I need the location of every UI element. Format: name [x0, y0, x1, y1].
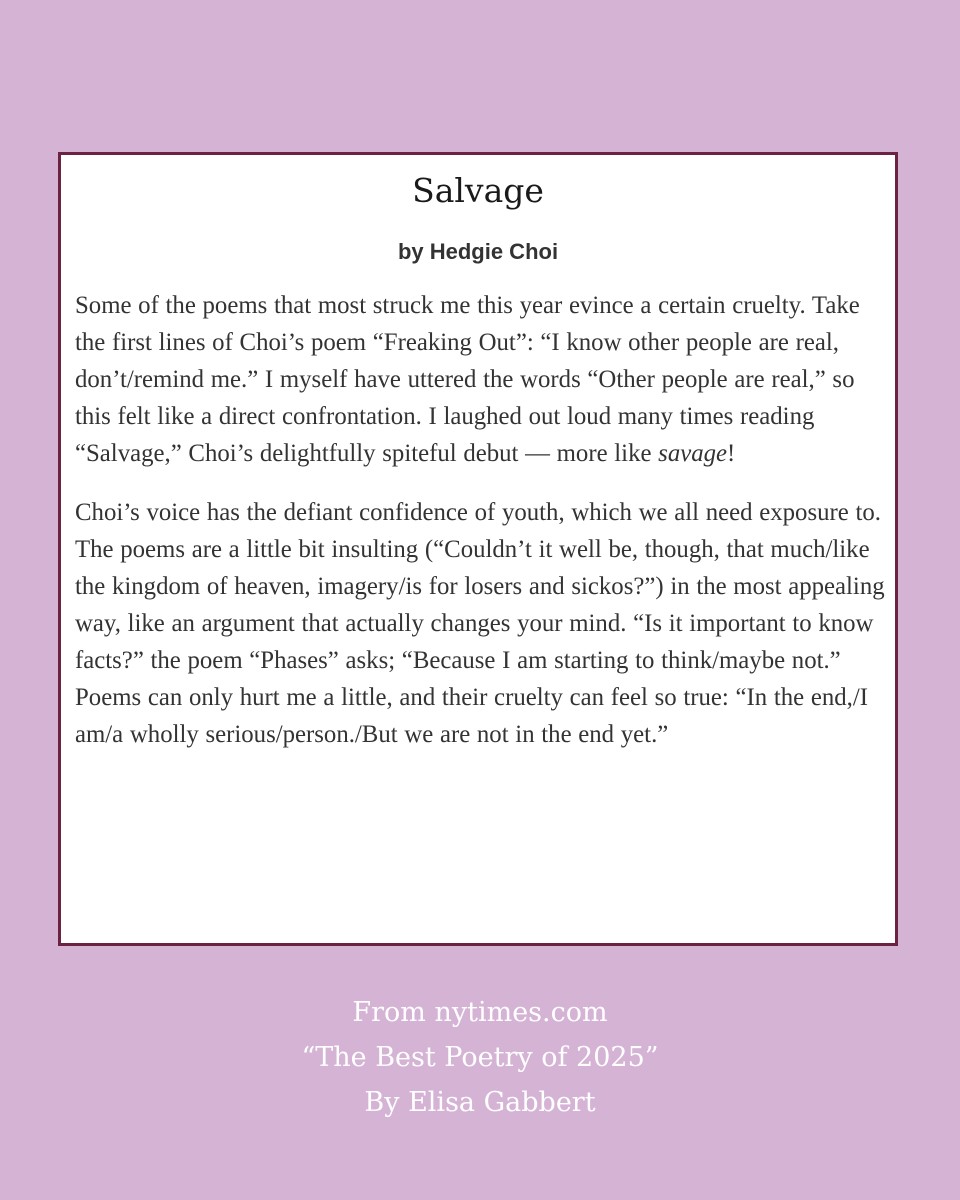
- book-author: by Hedgie Choi: [397, 239, 559, 264]
- review-paragraph-2: Choi’s voice has the defiant confidence of youth, which we all need exposure to. The poems are a little bit insulting (“Couldn’t it well be, though, that much/like the kingdom of heaven, imagery/is for losers and sickos?”) in the most appealing way, like an argument that actually changes your mind. “Is it important to know facts?” the poem “Phases” asks; “Because I am starting to think/maybe not.” Poems can only hurt me a little, and their cruelty can feel so true: “In the end,/I am/a wholly serious/person./But we are not in the end yet.”: [75, 499, 885, 748]
- book-title: Salvage: [412, 171, 544, 210]
- review-card: [58, 152, 898, 946]
- paragraph-1-end: !: [727, 440, 736, 467]
- source-credit: [0, 990, 960, 1125]
- review-body: [75, 287, 887, 775]
- review-paragraph-1: [75, 287, 887, 472]
- paragraph-1-text: Some of the poems that most struck me this year evince a certain cruelty. Take the first lines of Choi’s poem “Freaking Out”: “I know other people are real, don’t/remind me.” I myself have uttered the words “Other people are real,” so this felt like a direct confrontation. I laughed out loud many times reading “Salvage,” Choi’s delightfully spiteful debut — more like: [75, 292, 860, 467]
- paragraph-1-italic: savage: [658, 440, 728, 467]
- source-article-title: “The Best Poetry of 2025”: [301, 1042, 659, 1073]
- source-article-author: By Elisa Gabbert: [364, 1087, 596, 1118]
- source-site: From nytimes.com: [352, 997, 608, 1028]
